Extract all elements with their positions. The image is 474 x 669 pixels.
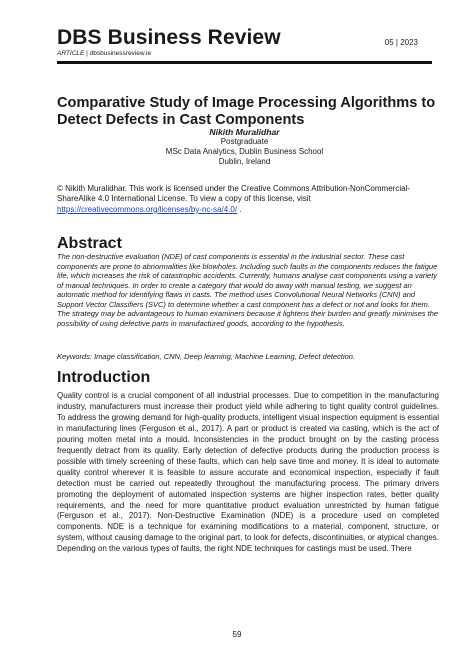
introduction-body: Quality control is a crucial component of all industrial processes. Due to competition in the manufacturing industry, manufacturers must increase their product yield while adhering to tight quality control guidelines. To address the growing demand for high-quality products, intelligent visual inspection equipment is essential in manufacturing lines (Ferguson et al., 2017). A part or product is created via casting, which is the act of pouring molten metal into a mould. Inconsistencies in the product brought on by the casting process frequently detract from its quality. Early detection of defective products during the production process is possible with timely screening of these faults, which can help save time and money. It is ideal to automate quality control wherever it is feasible to assure accurate and economical inspection, especially if fault detection must be carried out repeatedly throughout the manufacturing process. The primary drivers promoting the deployment of automated inspection systems are higher inspection rates, better quality requirements, and the need for more quantitative product evaluation unrestricted by human fatigue (Ferguson et al., 2017). Non-Destructive Examination (NDE) is a procedure used on completed components. NDE is a technique for examining modifications to a material, component, structure, or system, without causing damage to the original part, to look for defects, discontinuities, or atypical changes. Depending on the various types of faults, the right NDE techniques for castings must be used. There — [57, 391, 439, 554]
keywords: Keywords: Image classification, CNN, Deep learning, Machine Learning, Defect detection. — [57, 352, 356, 361]
header-rule — [57, 61, 432, 64]
license-link[interactable]: https://creativecommons.org/licenses/by-nc-sa/4.0/ — [57, 204, 238, 214]
introduction-heading: Introduction — [57, 369, 151, 386]
author-role: Postgraduate — [220, 137, 269, 146]
page-number: 59 — [232, 630, 242, 639]
license-notice — [57, 184, 437, 215]
journal-title: DBS Business Review — [57, 26, 281, 49]
abstract-body: The non-destructive evaluation (NDE) of cast components is essential in the industrial sector. These cast components are prone to abnormalities like blowholes. Including such faults in the components reduces the fatigue life, which increases the risk of catastrophic accidents. Currently, humans analyse cast components using a variety of manual techniques. In order to create a category that would do away with manual testing, we suggest an automatic method for identifying flaws in casts. The method uses Convolutional Neural Networks (CNN) and Support Vector Classifiers (SVC) to determine whether a cast component has a defect or not and looks for them. The strategy may be advantageous to human examiners because it lightens their burden and greatly minimises the possibility of using defective parts in manufactured goods, according to the hypothesis. — [57, 252, 439, 328]
license-suffix: . — [237, 204, 242, 214]
site-label: | dbsbusinessreview.ie — [84, 50, 152, 57]
author-program: MSc Data Analytics, Dublin Business School — [165, 147, 324, 156]
paper-title: Comparative Study of Image Processing Algorithms to Detect Defects in Cast Components — [57, 95, 436, 128]
author-block — [57, 127, 432, 167]
abstract-heading: Abstract — [57, 235, 122, 252]
issue-label: 05 | 2023 — [384, 38, 418, 47]
author-name: Nikith Muralidhar — [209, 127, 280, 137]
license-text: © Nikith Muralidhar. This work is licensed under the Creative Commons Attribution-NonCommercial-ShareAlike 4.0 International License. To view a copy of this license, visit — [57, 184, 410, 204]
article-line — [57, 50, 151, 57]
author-location: Dublin, Ireland — [218, 157, 271, 166]
article-label: ARTICLE — [57, 50, 85, 57]
